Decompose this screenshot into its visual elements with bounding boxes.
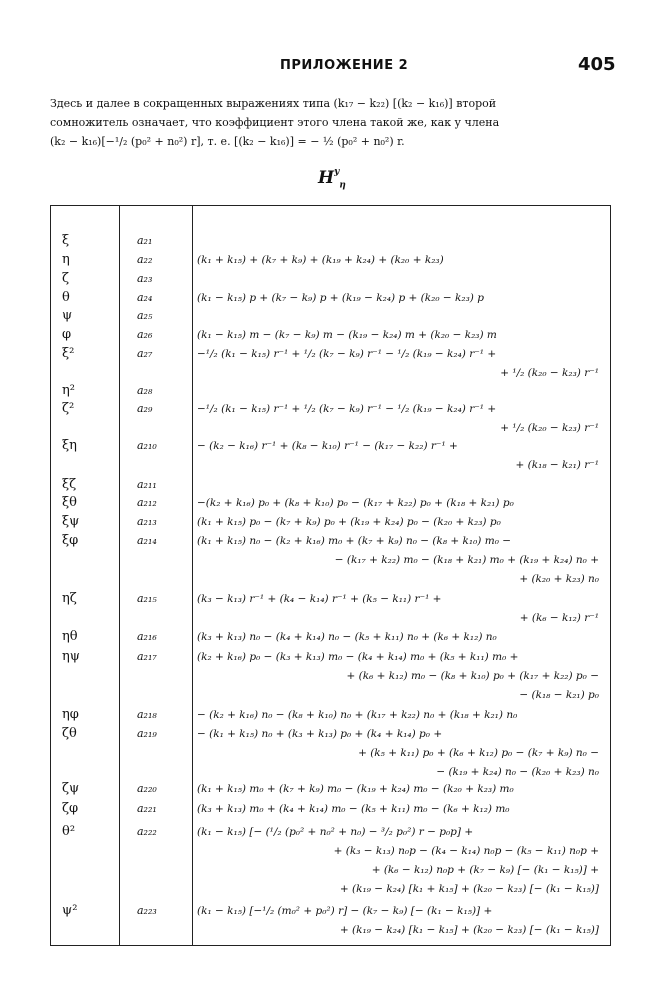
- row-coefficient: a₂₆: [137, 328, 153, 341]
- row-expression-line: + (k₃ − k₁₃) n₀p − (k₄ − k₁₄) n₀p − (k₅ − k₁₁) n₀p +: [333, 845, 599, 857]
- row-symbol: θ²: [62, 824, 76, 839]
- row-symbol: ηφ: [62, 707, 79, 722]
- row-expression-line: + (k₂₀ + k₂₃) n₀: [519, 573, 599, 585]
- row-expression-line: + (k₁₉ − k₂₄) [k₁ − k₁₅] + (k₂₀ − k₂₃) [− (k₁ − k₁₅)]: [339, 924, 599, 936]
- row-coefficient: a₂₁₁: [137, 478, 157, 491]
- intro-line: сомножитель означает, что коэффициент этого члена такой же, как у члена: [50, 116, 500, 129]
- row-coefficient: a₂₂: [137, 253, 153, 266]
- row-coefficient: a₂₃: [137, 272, 153, 285]
- intro-line: Здесь и далее в сокращенных выражениях типа (k₁₇ − k₂₂) [(k₂ − k₁₆)] второй: [50, 97, 497, 110]
- row-expression-line: + (k₆ − k₁₂) n₀p + (k₇ − k₉) [− (k₁ − k₁₅)] +: [371, 864, 599, 876]
- row-expression-line: −(k₂ + k₁₆) p₀ + (k₈ + k₁₀) p₀ − (k₁₇ + k₂₂) p₀ + (k₁₈ + k₂₁) p₀: [197, 497, 514, 509]
- row-expression-line: − (k₁ + k₁₅) n₀ + (k₃ + k₁₃) p₀ + (k₄ + k₁₄) p₀ +: [197, 728, 443, 740]
- row-symbol: ζ²: [62, 401, 75, 416]
- row-symbol: φ: [62, 327, 72, 342]
- row-symbol: ζψ: [62, 781, 80, 796]
- row-expression-line: − (k₁₇ + k₂₂) m₀ − (k₁₈ + k₂₁) m₀ + (k₁₉ + k₂₄) n₀ +: [334, 554, 599, 566]
- row-symbol: ξθ: [62, 495, 77, 510]
- row-coefficient: a₂₅: [137, 309, 153, 322]
- page-number: 405: [578, 54, 616, 75]
- section-title-base: H: [318, 168, 335, 188]
- row-expression-line: (k₁ + k₁₅) p₀ − (k₇ + k₉) p₀ + (k₁₉ + k₂₄) p₀ − (k₂₀ + k₂₃) p₀: [197, 516, 501, 528]
- row-coefficient: a₂₂₃: [137, 904, 157, 917]
- row-expression-line: − (k₂ + k₁₆) n₀ − (k₈ + k₁₀) n₀ + (k₁₇ + k₂₂) n₀ + (k₁₈ + k₂₁) n₀: [197, 709, 518, 721]
- running-title: ПРИЛОЖЕНИЕ 2: [280, 58, 409, 73]
- row-coefficient: a₂₁₅: [137, 592, 157, 605]
- row-symbol: ζθ: [62, 726, 77, 741]
- row-expression-line: −¹/₂ (k₁ − k₁₅) r⁻¹ + ¹/₂ (k₇ − k₉) r⁻¹ − ¹/₂ (k₁₉ − k₂₄) r⁻¹ +: [197, 348, 497, 360]
- row-expression-line: (k₁ − k₁₅) [−¹/₂ (m₀² + p₀²) r] − (k₇ − k₉) [− (k₁ − k₁₅)] +: [197, 905, 493, 917]
- row-expression-line: − (k₁₈ − k₂₁) p₀: [519, 689, 599, 701]
- row-symbol: ξψ: [62, 514, 80, 529]
- row-symbol: ξ²: [62, 346, 75, 361]
- row-coefficient: a₂₂₁: [137, 802, 157, 815]
- row-symbol: ψ²: [62, 903, 78, 918]
- row-expression-line: (k₁ + k₁₅) + (k₇ + k₉) + (k₁₉ + k₂₄) + (k₂₀ + k₂₃): [197, 254, 444, 266]
- row-symbol: ξ: [62, 233, 70, 248]
- row-coefficient: a₂₁₀: [137, 439, 157, 452]
- row-symbol: ξζ: [62, 477, 77, 492]
- row-expression-line: + (k₁₈ − k₂₁) r⁻¹: [515, 459, 599, 471]
- row-coefficient: a₂₁: [137, 234, 153, 247]
- row-expression-line: + (k₅ + k₁₁) p₀ + (k₆ + k₁₂) p₀ − (k₇ + k₉) n₀ −: [358, 747, 599, 759]
- row-coefficient: a₂₉: [137, 402, 153, 415]
- row-expression-line: (k₁ + k₁₅) m₀ + (k₇ + k₉) m₀ − (k₁₉ + k₂₄) m₀ − (k₂₀ + k₂₃) m₀: [197, 783, 514, 795]
- row-coefficient: a₂₁₈: [137, 708, 157, 721]
- row-coefficient: a₂₁₉: [137, 727, 157, 740]
- row-expression-line: (k₁ + k₁₅) n₀ − (k₂ + k₁₆) m₀ + (k₇ + k₉) n₀ − (k₈ + k₁₀) m₀ −: [197, 535, 512, 547]
- row-coefficient: a₂₁₃: [137, 515, 157, 528]
- row-symbol: ψ: [62, 308, 73, 323]
- row-symbol: ηψ: [62, 649, 80, 664]
- section-title-sup: y: [334, 167, 340, 178]
- row-coefficient: a₂₁₇: [137, 650, 157, 663]
- row-symbol: ζ: [62, 271, 70, 286]
- row-symbol: η: [62, 252, 70, 267]
- row-coefficient: a₂₂₀: [137, 782, 157, 795]
- row-expression-line: + (k₁₉ − k₂₄) [k₁ + k₁₅] + (k₂₀ − k₂₃) [− (k₁ − k₁₅)]: [339, 883, 599, 895]
- row-symbol: η²: [62, 383, 75, 398]
- section-title-sub: η: [339, 180, 346, 191]
- intro-paragraph: [50, 94, 608, 151]
- row-expression-line: + (k₆ − k₁₂) r⁻¹: [519, 612, 599, 624]
- row-coefficient: a₂₄: [137, 291, 153, 304]
- row-coefficient: a₂₂₂: [137, 825, 157, 838]
- row-expression-line: −¹/₂ (k₁ − k₁₅) r⁻¹ + ¹/₂ (k₇ − k₉) r⁻¹ − ¹/₂ (k₁₉ − k₂₄) r⁻¹ +: [197, 403, 497, 415]
- row-expression-line: − (k₂ − k₁₆) r⁻¹ + (k₈ − k₁₀) r⁻¹ − (k₁₇ − k₂₂) r⁻¹ +: [197, 440, 458, 452]
- row-coefficient: a₂₈: [137, 384, 153, 397]
- row-expression-line: + (k₆ + k₁₂) m₀ − (k₈ + k₁₀) p₀ + (k₁₇ + k₂₂) p₀ −: [346, 670, 599, 682]
- row-expression-line: (k₁ − k₁₅) p + (k₇ − k₉) p + (k₁₉ − k₂₄) p + (k₂₀ − k₂₃) p: [197, 292, 484, 304]
- row-expression-line: (k₃ − k₁₃) r⁻¹ + (k₄ − k₁₄) r⁻¹ + (k₅ − k₁₁) r⁻¹ +: [197, 593, 442, 605]
- row-expression-line: + ¹/₂ (k₂₀ − k₂₃) r⁻¹: [500, 367, 599, 379]
- row-symbol: ηζ: [62, 591, 77, 606]
- row-expression-line: (k₁ − k₁₅) m − (k₇ − k₉) m − (k₁₉ − k₂₄) m + (k₂₀ − k₂₃) m: [197, 329, 497, 341]
- row-expression-line: − (k₁₉ + k₂₄) n₀ − (k₂₀ + k₂₃) n₀: [436, 766, 599, 778]
- row-expression-line: (k₁ − k₁₅) [− (¹/₂ (p₀² + n₀² + n₀) − ³/₂ p₀²) r − p₀p] +: [197, 826, 474, 838]
- row-coefficient: a₂₁₆: [137, 630, 157, 643]
- row-expression-line: (k₃ + k₁₃) n₀ − (k₄ + k₁₄) n₀ − (k₅ + k₁₁) n₀ + (k₆ + k₁₂) n₀: [197, 631, 497, 643]
- row-expression-line: + ¹/₂ (k₂₀ − k₂₃) r⁻¹: [500, 422, 599, 434]
- row-coefficient: a₂₁₄: [137, 534, 157, 547]
- row-expression-line: (k₂ + k₁₆) p₀ − (k₃ + k₁₃) m₀ − (k₄ + k₁₄) m₀ + (k₅ + k₁₁) m₀ +: [197, 651, 519, 663]
- row-symbol: ζφ: [62, 801, 79, 816]
- row-symbol: θ: [62, 290, 70, 305]
- page-header: [0, 54, 655, 82]
- row-symbol: ξη: [62, 438, 77, 453]
- row-symbol: ηθ: [62, 629, 78, 644]
- row-expression-line: (k₃ + k₁₃) m₀ + (k₄ + k₁₄) m₀ − (k₅ + k₁₁) m₀ − (k₆ + k₁₂) m₀: [197, 803, 510, 815]
- row-symbol: ξφ: [62, 533, 79, 548]
- section-title: [318, 168, 346, 190]
- row-coefficient: a₂₁₂: [137, 496, 157, 509]
- intro-line: (k₂ − k₁₆)[−¹/₂ (p₀² + n₀²) r], т. е. [(k₂ − k₁₆)] = − ½ (p₀² + n₀²) r.: [50, 135, 405, 148]
- row-coefficient: a₂₇: [137, 347, 153, 360]
